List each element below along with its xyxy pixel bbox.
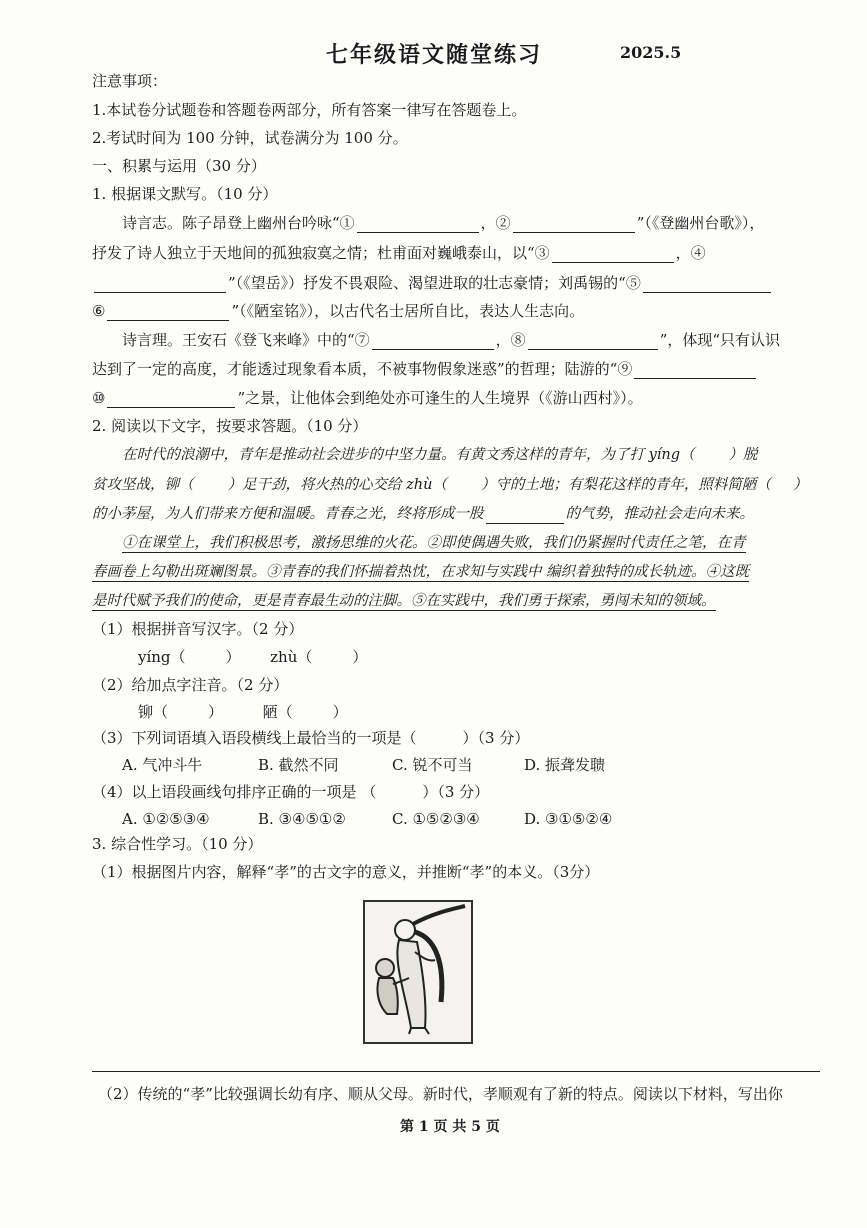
- underlined-sentence-line: 是时代赋予我们的使命，更是青春最生动的注脚。⑤在实践中，我们勇于探索，勇闯未知的领域。: [92, 593, 716, 609]
- question-heading: 1. 根据课文默写。（10 分）: [92, 185, 278, 203]
- dictation-line: 诗言志。陈子昂登上幽州台吟咏“① ，② ”（《登幽州台歌》），: [122, 214, 765, 232]
- question-heading: 2. 阅读以下文字，按要求答题。（10 分）: [92, 417, 368, 435]
- passage-line: 的小茅屋，为人们带来方便和温暖。青春之光，终将形成一股 的气势，推动社会走向未来。: [92, 506, 754, 522]
- elder-carrying-child-illustration: [365, 902, 471, 1042]
- option-d[interactable]: D. ③①⑤②④: [524, 810, 613, 828]
- option-c[interactable]: C. 锐不可当: [392, 756, 473, 774]
- page-title: 七年级语文随堂练习: [326, 42, 543, 68]
- dictation-line: 抒发了诗人独立于天地间的孤独寂寞之情；杜甫面对巍峨泰山，以“③ ，④: [92, 244, 706, 262]
- underlined-sentence-line: 春画卷上勾勒出斑斓图景。③青春的我们怀揣着热忱，在求知与实践中 编织着独特的成长轨迹。④这既: [92, 564, 750, 580]
- sub-question: （2）给加点字注音。（2 分）: [92, 676, 289, 694]
- answer-blank[interactable]: [107, 304, 229, 321]
- option-a[interactable]: A. 气冲斗牛: [122, 756, 203, 774]
- answer-blank[interactable]: [634, 362, 756, 379]
- answer-blank[interactable]: [357, 216, 479, 233]
- answer-blank[interactable]: [643, 276, 771, 293]
- answer-blank[interactable]: [486, 507, 564, 524]
- notice-item: 1.本试卷分试题卷和答题卷两部分，所有答案一律写在答题卷上。: [92, 101, 527, 119]
- option-b[interactable]: B. ③④⑤①②: [258, 810, 346, 828]
- dictation-line: ⑩ ”之景，让他体会到绝处亦可逢生的人生境界（《游山西村》）。: [92, 389, 643, 407]
- sub-question: （1）根据图片内容，解释“孝”的古文字的意义，并推断“孝”的本义。（3分）: [92, 863, 600, 881]
- passage-line: 贫攻坚战，铆（ ）足干劲，将火热的心交给 zhù（ ）守的土地；有梨花这样的青年，照料简陋（ ）: [92, 477, 808, 493]
- exam-date: 2025.5: [620, 43, 682, 62]
- option-c[interactable]: C. ①⑤②③④: [392, 810, 480, 828]
- option-d[interactable]: D. 振聋发聩: [524, 756, 606, 774]
- sub-question: （3）下列词语填入语段横线上最恰当的一项是（ ）（3 分）: [92, 729, 530, 747]
- divider: [92, 1071, 820, 1072]
- dictation-line: ⑥ ”（《陋室铭》），以古代名士居所自比，表达人生志向。: [92, 302, 585, 320]
- question-heading: 3. 综合性学习。（10 分）: [92, 835, 263, 853]
- pinyin-answer-line: yíng（ ） zhù（ ）: [138, 648, 368, 666]
- sub-question: （4）以上语段画线句排序正确的一项是 （ ）（3 分）: [92, 783, 490, 801]
- answer-blank[interactable]: [513, 216, 635, 233]
- section-heading: 一、积累与运用（30 分）: [92, 157, 266, 175]
- ancient-xiao-character-image: [363, 900, 473, 1044]
- option-b[interactable]: B. 截然不同: [258, 756, 339, 774]
- sub-question: （2）传统的“孝”比较强调长幼有序、顺从父母。新时代，孝顺观有了新的特点。阅读以下材料，写出你: [98, 1085, 783, 1103]
- answer-blank[interactable]: [552, 246, 674, 263]
- underlined-sentence-line: ①在课堂上，我们积极思考，激扬思维的火花。②即使偶遇失败，我们仍紧握时代责任之笔，在青: [122, 535, 746, 551]
- passage-line: 在时代的浪潮中，青年是推动社会进步的中坚力量。有黄文秀这样的青年，为了打 yíng（ ）脱: [122, 447, 758, 463]
- answer-blank[interactable]: [94, 276, 226, 293]
- answer-blank[interactable]: [372, 333, 494, 350]
- phonetic-answer-line: 铆（ ） 陋（ ）: [138, 703, 348, 721]
- page-number: 第 1 页 共 5 页: [400, 1119, 500, 1135]
- dictation-line: 达到了一定的高度，才能透过现象看本质，不被事物假象迷惑”的哲理；陆游的“⑨: [92, 359, 758, 379]
- notice-heading: 注意事项：: [92, 72, 168, 90]
- notice-item: 2.考试时间为 100 分钟，试卷满分为 100 分。: [92, 129, 408, 147]
- option-a[interactable]: A. ①②⑤③④: [122, 810, 210, 828]
- answer-blank[interactable]: [528, 333, 658, 350]
- dictation-line: ”（《望岳》）抒发不畏艰险、渴望进取的壮志豪情；刘禹锡的“⑤: [92, 273, 773, 293]
- dictation-line: 诗言理。王安石《登飞来峰》中的“⑦ ，⑧ ”，体现“只有认识: [122, 331, 781, 349]
- sub-question: （1）根据拼音写汉字。（2 分）: [92, 620, 304, 638]
- answer-blank[interactable]: [107, 391, 235, 408]
